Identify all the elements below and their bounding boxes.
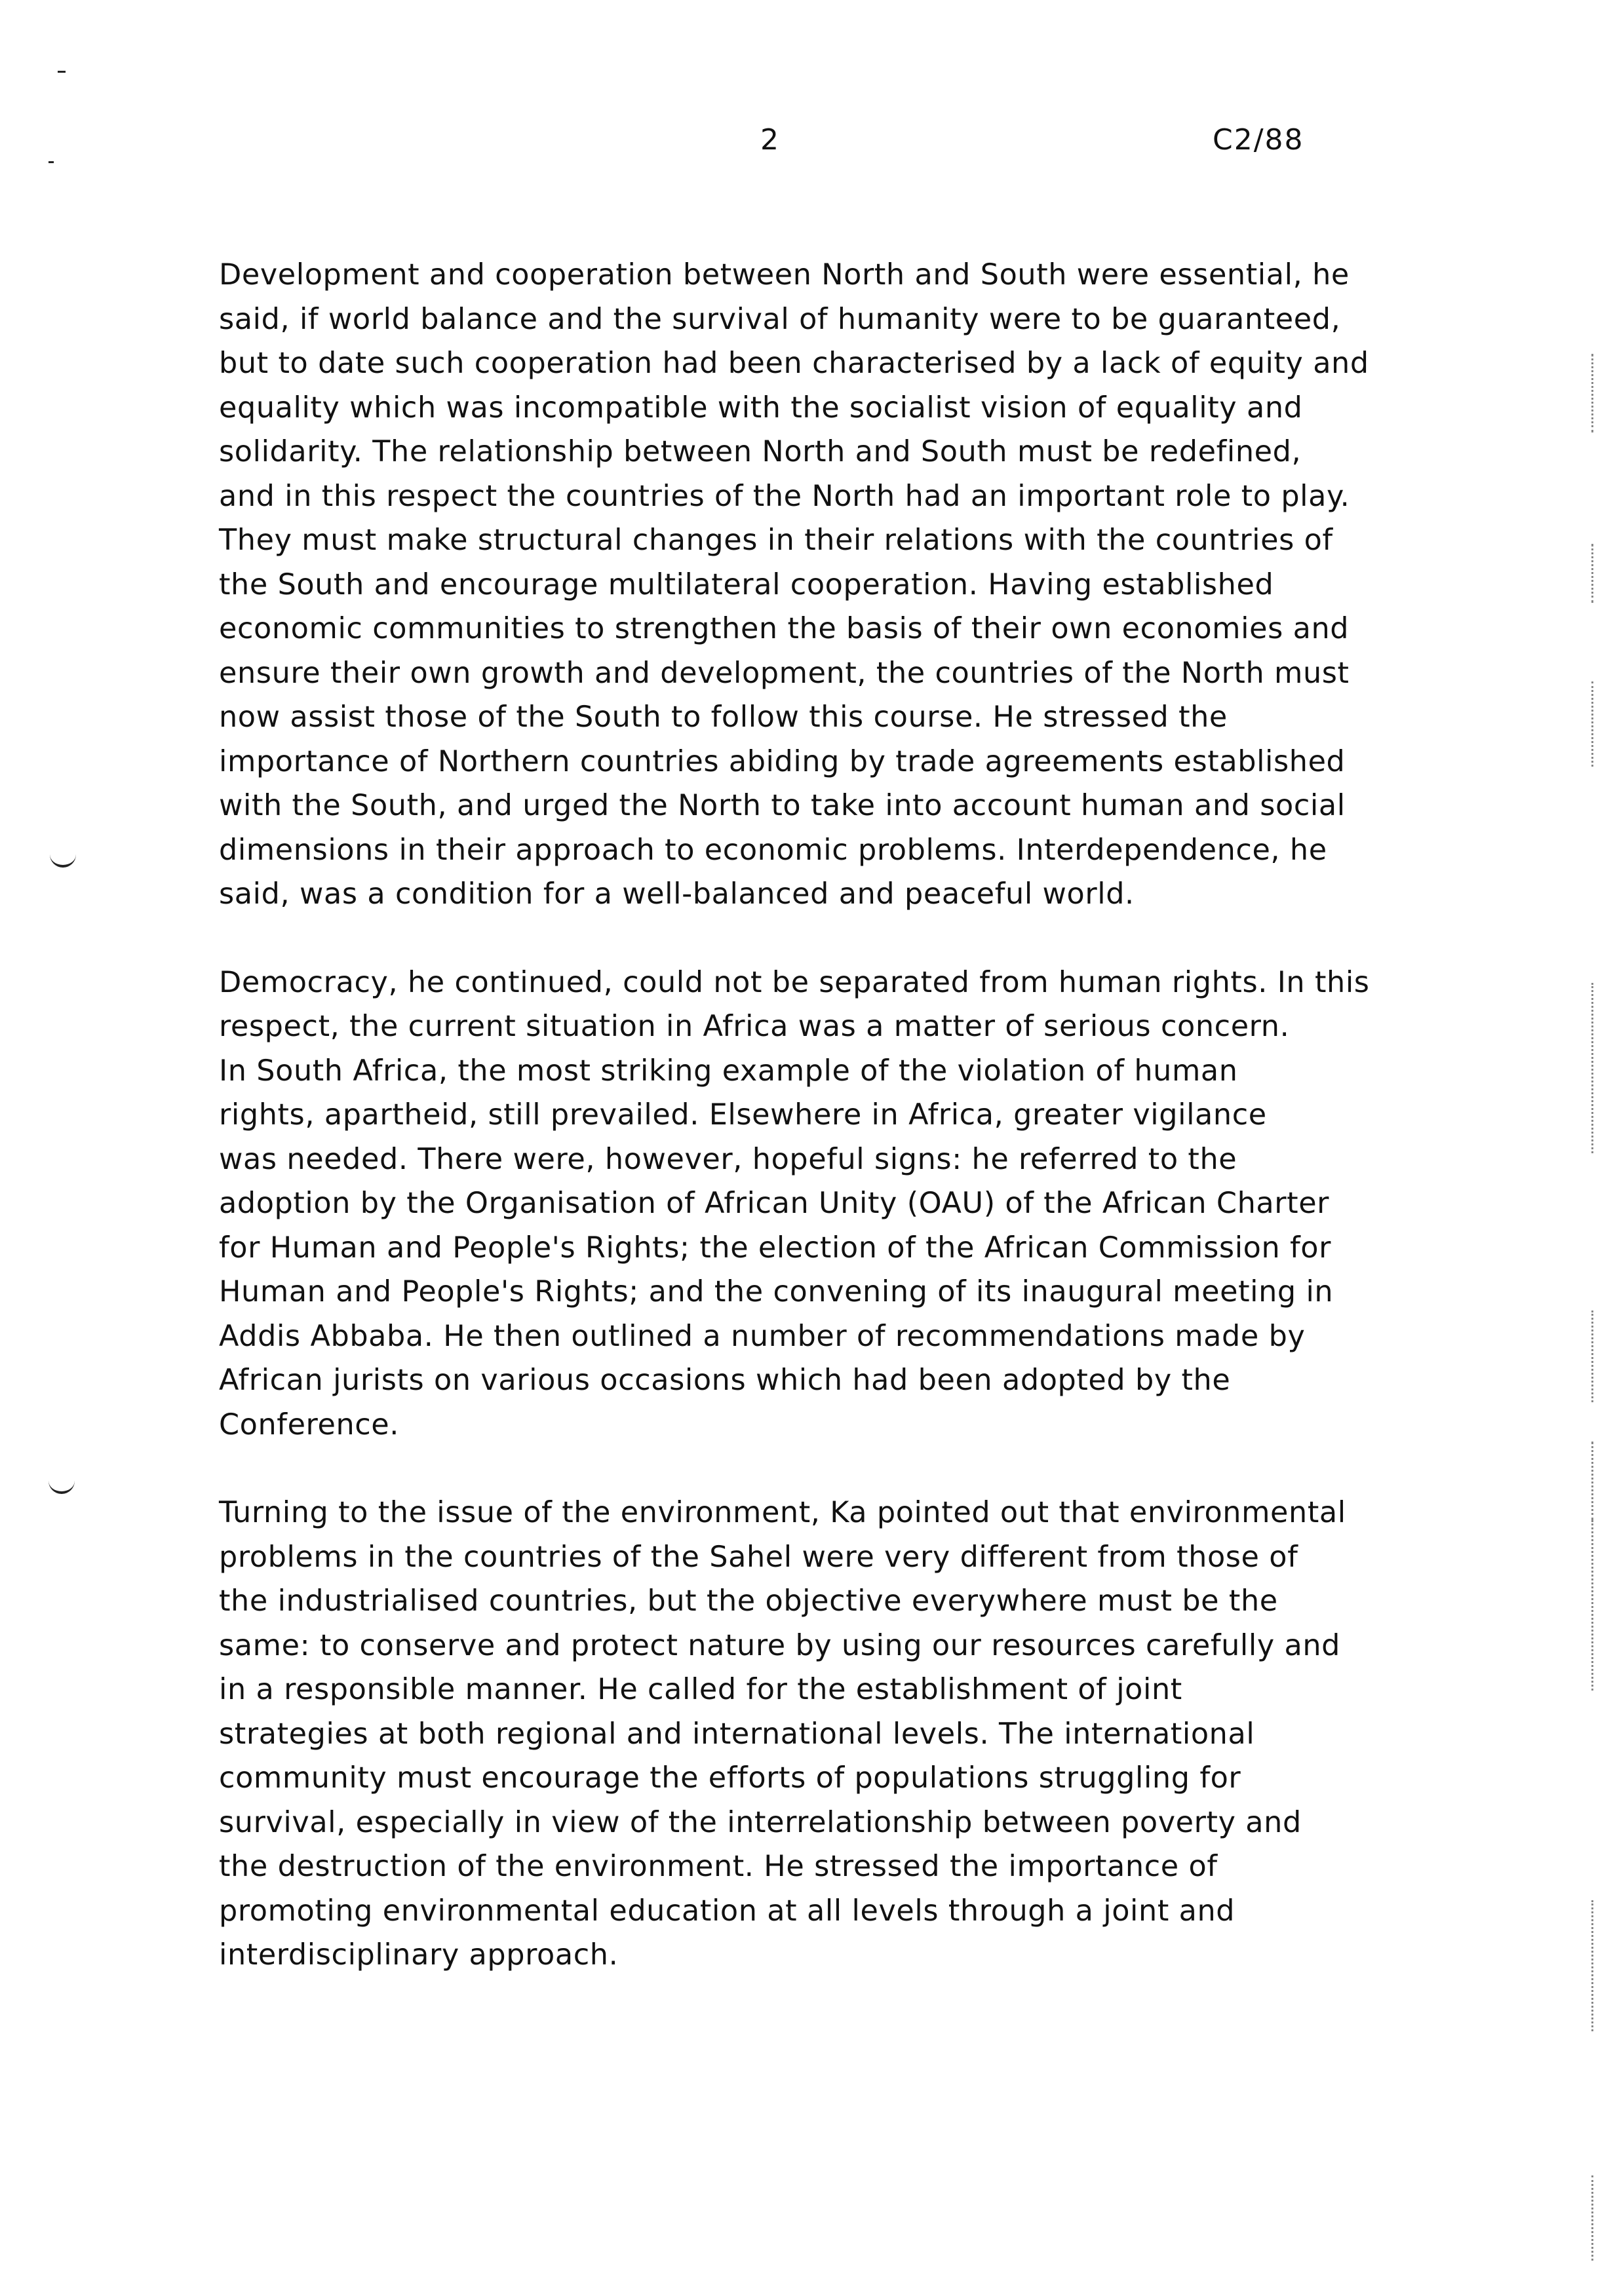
text-line: Turning to the issue of the environment, Ka pointed out that environmental xyxy=(219,1496,1346,1529)
text-line: importance of Northern countries abiding by trade agreements established xyxy=(219,744,1346,778)
paragraph-democracy xyxy=(219,961,1392,1447)
scan-edge-dots xyxy=(1591,1311,1595,1402)
text-line: survival, especially in view of the interrelationship between poverty and xyxy=(219,1805,1302,1839)
scan-edge-dots xyxy=(1591,1520,1595,1691)
scan-edge-dots xyxy=(1591,1442,1595,1520)
scan-edge-dots xyxy=(1591,983,1595,1153)
scan-mark xyxy=(49,161,54,163)
text-line: now assist those of the South to follow this course. He stressed the xyxy=(219,700,1228,734)
page-number: 2 xyxy=(760,123,779,157)
text-line: and in this respect the countries of the North had an important role to play. xyxy=(219,479,1350,513)
paragraph-environment xyxy=(219,1491,1392,1978)
scan-edge-dots xyxy=(1591,681,1595,767)
text-line: community must encourage the efforts of populations struggling for xyxy=(219,1761,1241,1795)
text-line: economic communities to strengthen the basis of their own economies and xyxy=(219,612,1350,645)
margin-mark xyxy=(49,1478,75,1494)
scan-edge-dots xyxy=(1591,354,1595,432)
text-line: dimensions in their approach to economic problems. Interdependence, he xyxy=(219,833,1327,867)
scan-edge-dots xyxy=(1591,2175,1595,2261)
text-line: for Human and People's Rights; the election of the African Commission for xyxy=(219,1231,1332,1265)
text-line: was needed. There were, however, hopeful signs: he referred to the xyxy=(219,1142,1237,1176)
text-line: strategies at both regional and international levels. The international xyxy=(219,1717,1255,1751)
text-line: interdisciplinary approach. xyxy=(219,1938,619,1972)
scan-edge-dots xyxy=(1591,1900,1595,2031)
text-line: African jurists on various occasions which had been adopted by the xyxy=(219,1364,1231,1397)
text-line: the South and encourage multilateral cooperation. Having established xyxy=(219,567,1274,602)
text-line: Democracy, he continued, could not be separated from human rights. In this xyxy=(219,965,1370,999)
text-line: Addis Abbaba. He then outlined a number of recommendations made by xyxy=(219,1319,1306,1353)
text-line: said, if world balance and the survival of humanity were to be guaranteed, xyxy=(219,302,1341,336)
text-line: adoption by the Organisation of African Unity (OAU) of the African Charter xyxy=(219,1187,1330,1220)
text-line: rights, apartheid, still prevailed. Elsewhere in Africa, greater vigilance xyxy=(219,1098,1267,1132)
text-line: problems in the countries of the Sahel were very different from those of xyxy=(219,1540,1298,1574)
text-line: In South Africa, the most striking example of the violation of human xyxy=(219,1054,1238,1088)
margin-mark xyxy=(50,852,76,868)
text-line: Development and cooperation between North and South were essential, he xyxy=(219,258,1350,292)
text-line: the destruction of the environment. He stressed the importance of xyxy=(219,1850,1218,1883)
text-line: in a responsible manner. He called for the establishment of joint xyxy=(219,1673,1182,1706)
text-line: ensure their own growth and development, the countries of the North must xyxy=(219,656,1350,690)
text-line: said, was a condition for a well-balanced and peaceful world. xyxy=(219,877,1135,911)
text-line: promoting environmental education at all levels through a joint and xyxy=(219,1894,1236,1928)
body-text xyxy=(219,253,1392,2021)
text-line: Conference. xyxy=(219,1407,400,1442)
text-line: the industrialised countries, but the objective everywhere must be the xyxy=(219,1584,1278,1618)
document-reference: C2/88 xyxy=(1213,123,1304,157)
text-line: with the South, and urged the North to take into account human and social xyxy=(219,789,1346,822)
text-line: They must make structural changes in their relations with the countries of xyxy=(219,524,1333,557)
text-line: equality which was incompatible with the socialist vision of equality and xyxy=(219,391,1303,425)
scan-mark xyxy=(58,71,66,73)
text-line: same: to conserve and protect nature by using our resources carefully and xyxy=(219,1628,1341,1662)
text-line: respect, the current situation in Africa was a matter of serious concern. xyxy=(219,1010,1290,1043)
scan-edge-dots xyxy=(1591,544,1595,603)
text-line: Human and People's Rights; and the convening of its inaugural meeting in xyxy=(219,1275,1334,1309)
text-line: solidarity. The relationship between North and South must be redefined, xyxy=(219,435,1302,469)
text-line: but to date such cooperation had been characterised by a lack of equity and xyxy=(219,347,1369,380)
paragraph-north-south xyxy=(219,253,1392,917)
